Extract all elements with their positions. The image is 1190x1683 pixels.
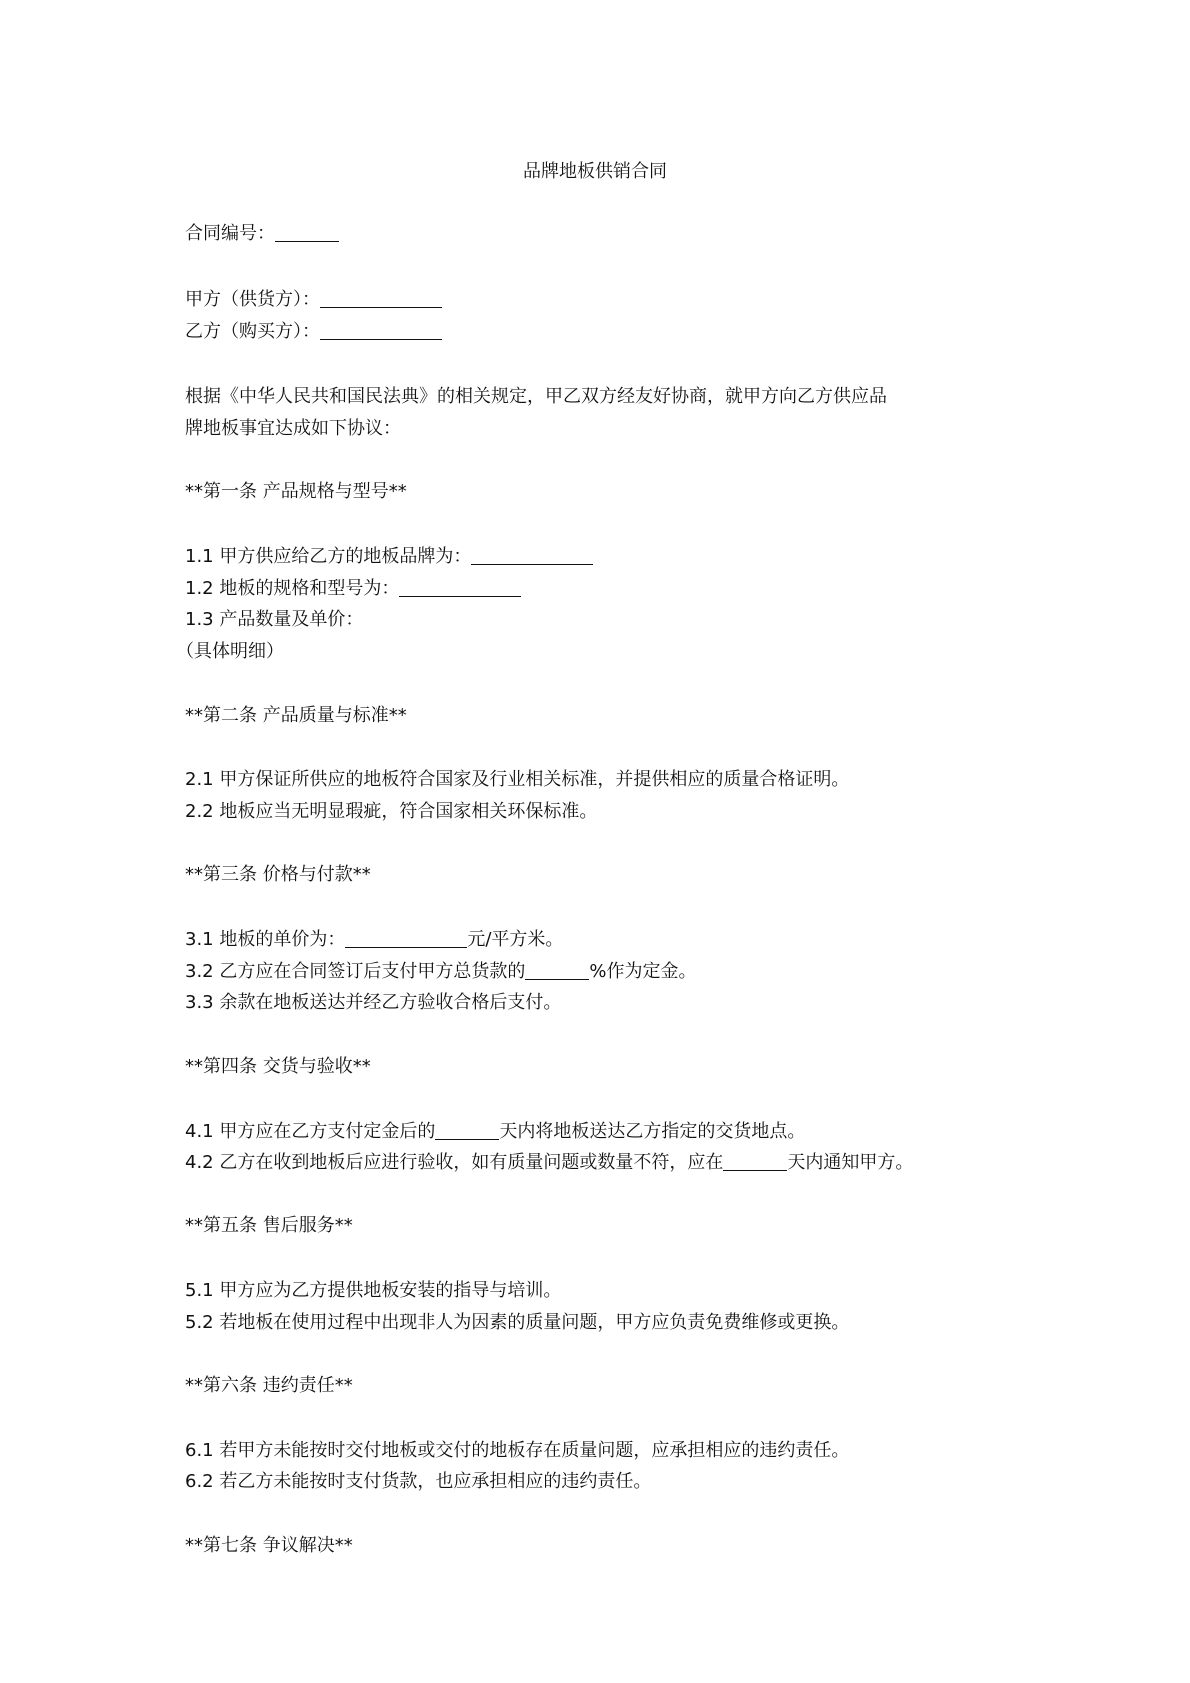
document-title: 品牌地板供销合同 bbox=[523, 161, 667, 182]
clause-4-2-blank bbox=[723, 1152, 787, 1171]
preamble-line-2: 牌地板事宜达成如下协议： bbox=[185, 418, 401, 439]
article-4-heading: **第四条 交货与验收** bbox=[185, 1056, 371, 1077]
clause-6-1: 6.1 若甲方未能按时交付地板或交付的地板存在质量问题，应承担相应的违约责任。 bbox=[185, 1440, 850, 1461]
contract-number-line bbox=[185, 222, 339, 246]
party-a-blank bbox=[320, 289, 442, 308]
clause-4-2-post: 天内通知甲方。 bbox=[787, 1152, 914, 1173]
clause-2-1: 2.1 甲方保证所供应的地板符合国家及行业相关标准，并提供相应的质量合格证明。 bbox=[185, 769, 850, 790]
clause-4-2 bbox=[185, 1151, 913, 1175]
clause-5-2: 5.2 若地板在使用过程中出现非人为因素的质量问题，甲方应负责免费维修或更换。 bbox=[185, 1312, 850, 1333]
party-b-blank bbox=[320, 321, 442, 340]
clause-4-1-blank bbox=[435, 1121, 499, 1140]
clause-1-2-text: 1.2 地板的规格和型号为： bbox=[185, 578, 400, 599]
clause-6-2: 6.2 若乙方未能按时支付货款，也应承担相应的违约责任。 bbox=[185, 1471, 652, 1492]
clause-1-2 bbox=[185, 577, 521, 601]
contract-number-blank bbox=[275, 223, 339, 242]
clause-1-2-blank bbox=[399, 578, 521, 597]
clause-3-1-blank bbox=[345, 929, 467, 948]
article-1-heading: **第一条 产品规格与型号** bbox=[185, 481, 407, 502]
clause-3-2-blank bbox=[525, 961, 589, 980]
clause-4-1-pre: 4.1 甲方应在乙方支付定金后的 bbox=[185, 1121, 436, 1142]
article-6-heading: **第六条 违约责任** bbox=[185, 1375, 353, 1396]
clause-3-1 bbox=[185, 928, 563, 952]
clause-3-3: 3.3 余款在地板送达并经乙方验收合格后支付。 bbox=[185, 992, 562, 1013]
clause-1-1-blank bbox=[471, 546, 593, 565]
clause-1-1 bbox=[185, 545, 593, 569]
clause-1-3: 1.3 产品数量及单价： bbox=[185, 609, 364, 630]
clause-3-1-post: 元/平方米。 bbox=[467, 929, 564, 950]
preamble-line-1: 根据《中华人民共和国民法典》的相关规定，甲乙双方经友好协商，就甲方向乙方供应品 bbox=[185, 386, 887, 407]
clause-3-2-post: %作为定金。 bbox=[589, 961, 697, 982]
clause-4-1-post: 天内将地板送达乙方指定的交货地点。 bbox=[499, 1121, 806, 1142]
contract-number-label: 合同编号： bbox=[185, 223, 275, 244]
article-3-heading: **第三条 价格与付款** bbox=[185, 864, 371, 885]
party-b-label: 乙方（购买方）： bbox=[185, 321, 320, 342]
party-a-line bbox=[185, 288, 442, 312]
article-2-heading: **第二条 产品质量与标准** bbox=[185, 705, 407, 726]
clause-3-2 bbox=[185, 960, 696, 984]
clause-3-2-pre: 3.2 乙方应在合同签订后支付甲方总货款的 bbox=[185, 961, 526, 982]
clause-4-2-pre: 4.2 乙方在收到地板后应进行验收，如有质量问题或数量不符，应在 bbox=[185, 1152, 724, 1173]
clause-1-3-detail: （具体明细） bbox=[176, 641, 284, 662]
clause-2-2: 2.2 地板应当无明显瑕疵，符合国家相关环保标准。 bbox=[185, 801, 598, 822]
clause-5-1: 5.1 甲方应为乙方提供地板安装的指导与培训。 bbox=[185, 1280, 562, 1301]
article-7-heading: **第七条 争议解决** bbox=[185, 1535, 353, 1556]
article-5-heading: **第五条 售后服务** bbox=[185, 1215, 353, 1236]
clause-1-1-text: 1.1 甲方供应给乙方的地板品牌为： bbox=[185, 546, 472, 567]
party-a-label: 甲方（供货方）： bbox=[185, 289, 320, 310]
clause-4-1 bbox=[185, 1120, 805, 1144]
clause-3-1-pre: 3.1 地板的单价为： bbox=[185, 929, 346, 950]
party-b-line bbox=[185, 320, 442, 344]
